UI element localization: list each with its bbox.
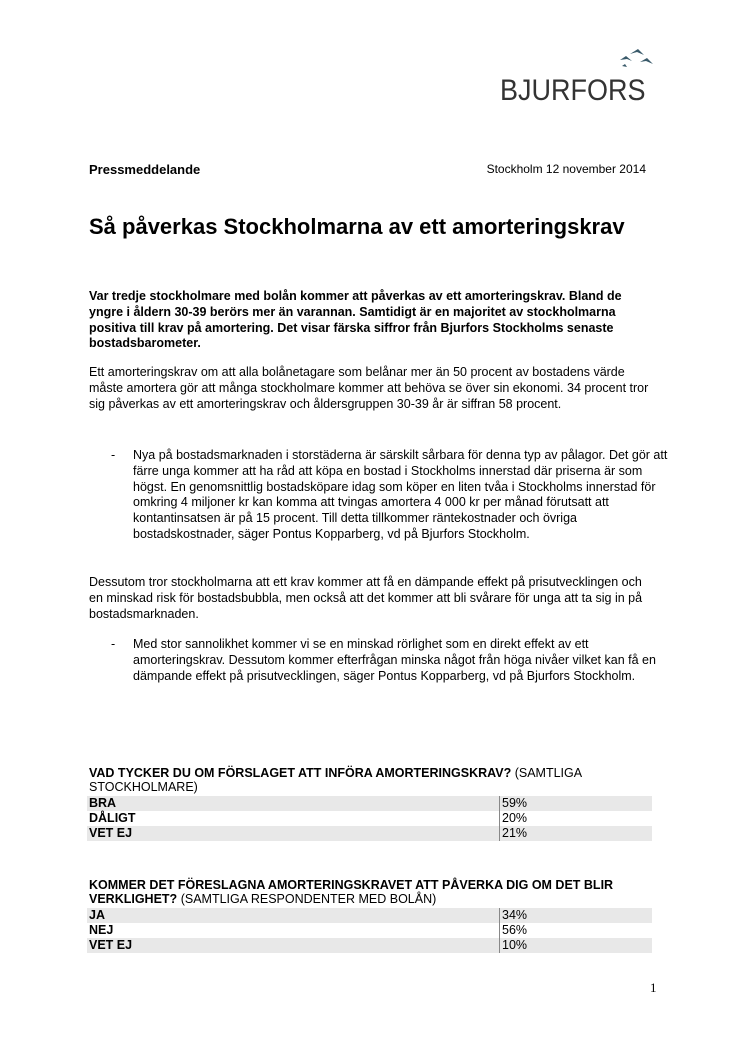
- bullet-dash: -: [111, 448, 116, 462]
- survey-2-question: [89, 878, 659, 906]
- table-row: [87, 826, 652, 841]
- body-paragraph-1: Ett amorteringskrav om att alla bolånetagare som belånar mer än 50 procent av bostadens värde måste amortera gör att många stockholmare kommer att behöva se över sin ekonomi. 34 procent tror sig påverkas av ett amorteringskrav och åldersgruppen 30-39 år är siffran 58 procent.: [89, 365, 649, 411]
- answer-value: 20%: [502, 811, 528, 825]
- answer-value: 56%: [502, 923, 528, 937]
- table-row: [87, 796, 652, 811]
- article-title: Så påverkas Stockholmarna av ett amorteringskrav: [89, 214, 625, 239]
- table-row: [87, 938, 652, 953]
- survey-1-question: [89, 766, 659, 794]
- birds-icon: [612, 46, 658, 72]
- bullet-dash: -: [111, 637, 116, 651]
- survey-2-scope: (SAMTLIGA RESPONDENTER MED BOLÅN): [180, 892, 437, 906]
- page-number: 1: [650, 980, 657, 995]
- answer-label: DÅLIGT: [87, 811, 500, 826]
- bjurfors-logo: [500, 46, 660, 116]
- table-row: [87, 811, 652, 826]
- answer-label: NEJ: [87, 923, 500, 938]
- place-date: Stockholm 12 november 2014: [486, 162, 646, 176]
- survey-2-question-text: KOMMER DET FÖRESLAGNA AMORTERINGSKRAVET ATT PÅVERKA DIG OM DET BLIR VERKLIGHET?: [89, 878, 614, 906]
- logo-wordmark: BJURFORS: [500, 74, 646, 107]
- answer-label: VET EJ: [87, 826, 500, 841]
- survey-1-table: [87, 796, 652, 841]
- survey-1-question-text: VAD TYCKER DU OM FÖRSLAGET ATT INFÖRA AMORTERINGSKRAV?: [89, 766, 512, 780]
- table-row: [87, 923, 652, 938]
- survey-1-scope: (SAMTLIGA STOCKHOLMARE): [89, 766, 582, 794]
- table-row: [87, 908, 652, 923]
- answer-value: 59%: [500, 796, 653, 811]
- survey-2-table: [87, 908, 652, 953]
- lead-paragraph: Var tredje stockholmare med bolån kommer att påverkas av ett amorteringskrav. Bland de yngre i åldern 30-39 berörs mer än varannan. Samtidigt är en majoritet av stockholmarna positiva till krav på amortering. Det visar färska siffror från Bjurfors Stockholms senaste bostadsbarometer.: [89, 289, 622, 351]
- quote-text-2: Med stor sannolikhet kommer vi se en minskad rörlighet som en direkt effekt av ett amorteringskrav. Dessutom kommer efterfrågan minska något från höga nivåer vilket kan få en dämpande effekt på prisutvecklingen, säger Pontus Kopparberg, vd på Bjurfors Stockholm.: [133, 637, 656, 683]
- document-type: Pressmeddelande: [89, 162, 201, 177]
- answer-value: 21%: [500, 826, 653, 841]
- answer-label: VET EJ: [87, 938, 500, 953]
- body-paragraph-2: Dessutom tror stockholmarna att ett krav kommer att få en dämpande effekt på prisutvecklingen och en minskad risk för bostadsbubbla, men också att det kommer att bli svårare för unga att ta sig in på bostadsmarknaden.: [89, 575, 643, 621]
- answer-label: JA: [87, 908, 500, 923]
- answer-value: 10%: [500, 938, 653, 953]
- quote-text-1: Nya på bostadsmarknaden i storstäderna är särskilt sårbara för denna typ av pålagor. Det gör att färre unga kommer att ha råd att köpa en bostad i Stockholms innerstad där priserna är som högst. En genomsnittlig bostadsköpare idag som köper en liten tvåa i Stockholms innerstad för omkring 4 miljoner kr kan komma att tvingas amortera 4 000 kr per månad förutsatt att kontantinsatsen är på 15 procent. Till detta tillkommer räntekostnader och övriga bostadskostnader, säger Pontus Kopparberg, vd på Bjurfors Stockholm.: [133, 448, 668, 541]
- answer-label: BRA: [87, 796, 500, 811]
- answer-value: 34%: [500, 908, 653, 923]
